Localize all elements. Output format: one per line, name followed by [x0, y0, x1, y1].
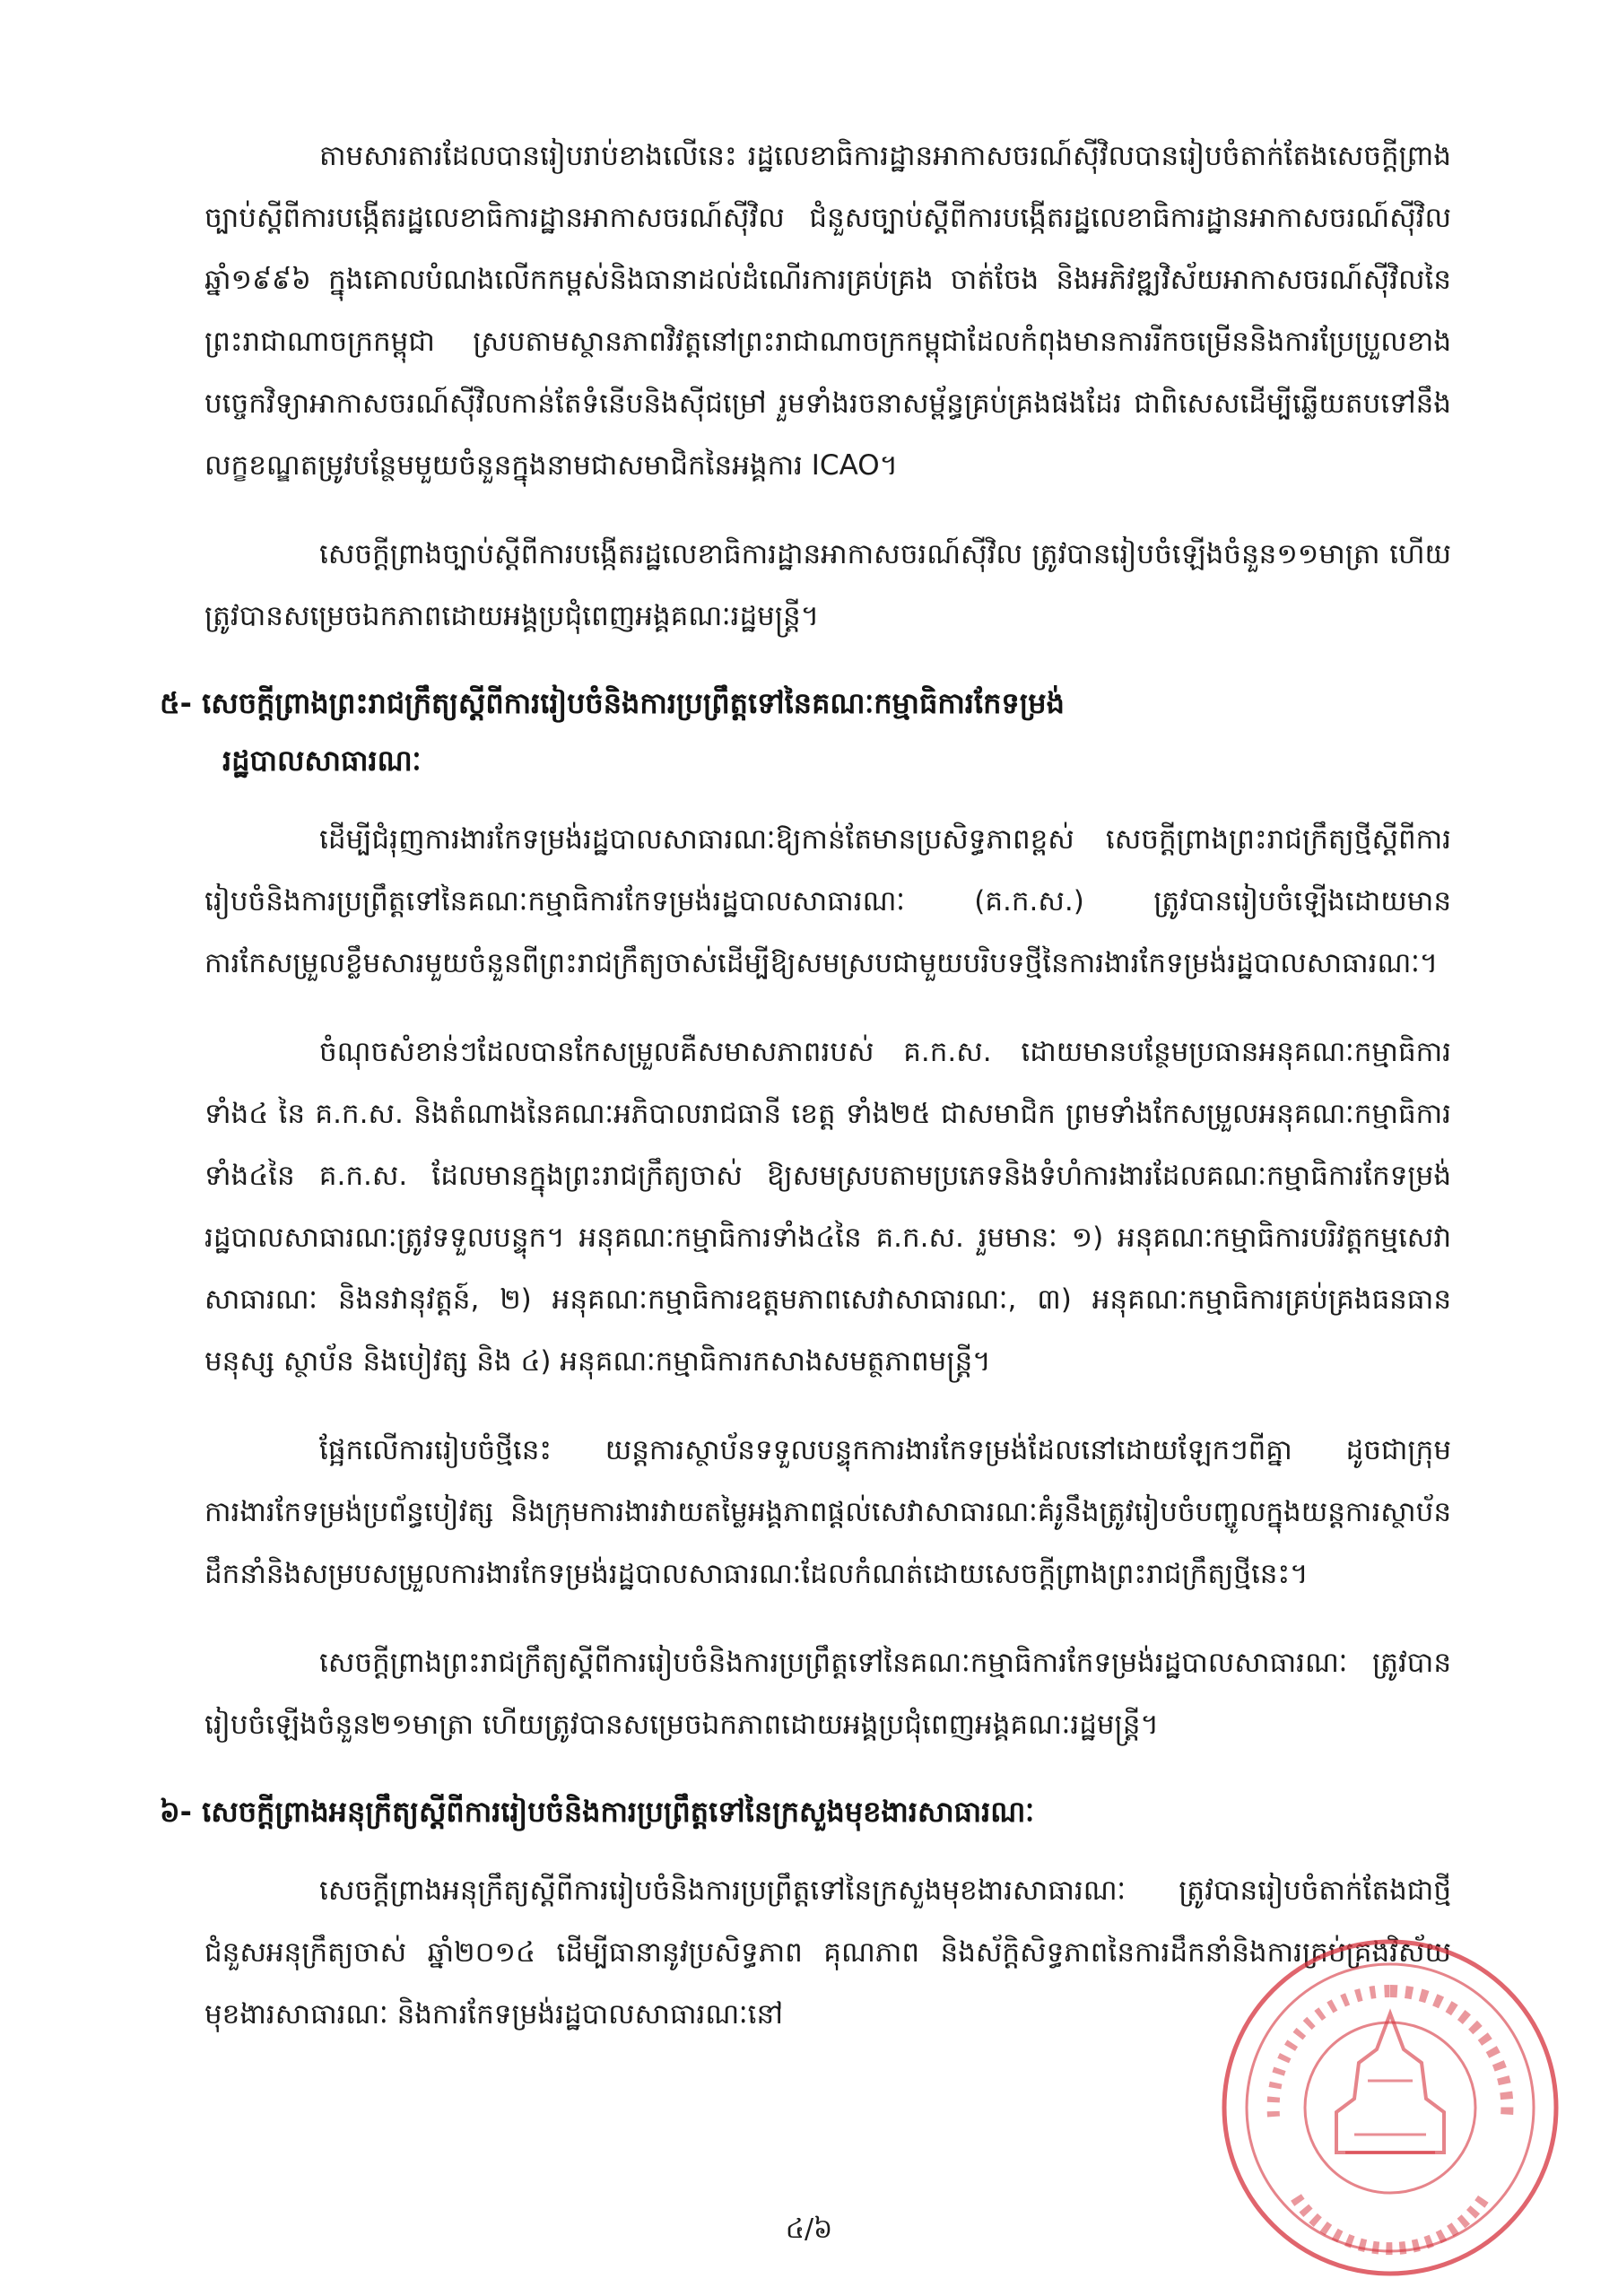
official-seal-stamp — [1211, 1928, 1570, 2287]
document-body — [160, 126, 1451, 2073]
paragraph: សេចក្តីព្រាងច្បាប់ស្តីពីការបង្កើតរដ្ឋលេខាធិការដ្ឋានអាកាសចរណ៍ស៊ីវិល ត្រូវបានរៀបចំឡើងចំនួន១១មាត្រា ហើយត្រូវបានសម្រេចឯកភាពដោយអង្គប្រជុំពេញអង្គគណៈរដ្ឋមន្ត្រី។ — [204, 538, 1451, 632]
section-5-heading-line-1: ៥- សេចក្តីព្រាងព្រះរាជក្រឹត្យស្តីពីការរៀបចំនិងការប្រព្រឹត្តទៅនៃគណៈកម្មាធិការកែទម្រង់ — [160, 686, 1065, 720]
section-6-heading: ៦- សេចក្តីព្រាងអនុក្រឹត្យស្តីពីការរៀបចំនិងការប្រព្រឹត្តទៅនៃក្រសួងមុខងារសាធារណៈ — [160, 1795, 1035, 1829]
page-number: ៤/៦ — [785, 2213, 833, 2245]
paragraph: ដើម្បីជំរុញការងារកែទម្រង់រដ្ឋបាលសាធារណៈឱ្យកាន់តែមានប្រសិទ្ធភាពខ្ពស់ សេចក្តីព្រាងព្រះរាជក្រឹត្យថ្មីស្តីពីការរៀបចំនិងការប្រព្រឹត្តទៅនៃគណៈកម្មាធិការកែទម្រង់រដ្ឋបាលសាធារណៈ (គ.ក.ស.) ត្រូវបានរៀបចំឡើងដោយមានការកែសម្រួលខ្លឹមសារមួយចំនួនពីព្រះរាជក្រឹត្យចាស់ដើម្បីឱ្យសមស្របជាមួយបរិបទថ្មីនៃការងារកែទម្រង់រដ្ឋបាលសាធារណៈ។ — [204, 823, 1451, 979]
paragraph: សេចក្តីព្រាងអនុក្រឹត្យស្តីពីការរៀបចំនិងការប្រព្រឹត្តទៅនៃក្រសួងមុខងារសាធារណៈ ត្រូវបានរៀបចំតាក់តែងជាថ្មី ជំនួសអនុក្រឹត្យចាស់ ឆ្នាំ២០១៤ ដើម្បីធានានូវប្រសិទ្ធភាព គុណភាព និងស័ក្តិសិទ្ធភាពនៃការដឹកនាំនិងការគ្រប់គ្រងវិស័យមុខងារសាធារណៈ និងការកែទម្រង់រដ្ឋបាលសាធារណៈនៅ — [204, 1874, 1451, 2031]
section-5-heading — [160, 674, 1451, 789]
paragraph: តាមសារតារដែលបានរៀបរាប់ខាងលើនេះ រដ្ឋលេខាធិការដ្ឋានអាកាសចរណ៍ស៊ីវិលបានរៀបចំតាក់តែងសេចក្តីព្រាងច្បាប់ស្តីពីការបង្កើតរដ្ឋលេខាធិការដ្ឋានអាកាសចរណ៍ស៊ីវិល ជំនួសច្បាប់ស្តីពីការបង្កើតរដ្ឋលេខាធិការដ្ឋានអាកាសចរណ៍ស៊ីវិល ឆ្នាំ១៩៩៦ ក្នុងគោលបំណងលើកកម្ពស់និងធានាដល់ដំណើរការគ្រប់គ្រង ចាត់ចែង និងអភិវឌ្ឍវិស័យអាកាសចរណ៍ស៊ីវិលនៃព្រះរាជាណាចក្រកម្ពុជា ស្របតាមស្ថានភាពវិវត្តនៅព្រះរាជាណាចក្រកម្ពុជាដែលកំពុងមានការរីកចម្រើននិងការប្រែប្រួលខាងបច្ចេកវិទ្យាអាកាសចរណ៍ស៊ីវិលកាន់តែទំនើបនិងស៊ីជម្រៅ រួមទាំងរចនាសម្ព័ន្ធគ្រប់គ្រងផងដែរ ជាពិសេសដើម្បីឆ្លើយតបទៅនឹងលក្ខខណ្ឌតម្រូវបន្ថែមមួយចំនួនក្នុងនាមជាសមាជិកនៃអង្គការ ICAO។ — [204, 140, 1451, 482]
paragraph: ចំណុចសំខាន់ៗដែលបានកែសម្រួលគឺសមាសភាពរបស់ គ.ក.ស. ដោយមានបន្ថែមប្រធានអនុគណៈកម្មាធិការទាំង៤ នៃ គ.ក.ស. និងតំណាងនៃគណៈអភិបាលរាជធានី ខេត្ត ទាំង២៥ ជាសមាជិក ព្រមទាំងកែសម្រួលអនុគណៈកម្មាធិការទាំង៤នៃ គ.ក.ស. ដែលមានក្នុងព្រះរាជក្រឹត្យចាស់ ឱ្យសមស្របតាមប្រភេទនិងទំហំការងារដែលគណៈកម្មាធិការកែទម្រង់រដ្ឋបាលសាធារណៈត្រូវទទួលបន្ទុក។ អនុគណៈកម្មាធិការទាំង៤នៃ គ.ក.ស. រួមមានៈ ១) អនុគណៈកម្មាធិការបរិវត្តកម្មសេវាសាធារណៈ និងនវានុវត្តន៍, ២) អនុគណៈកម្មាធិការឧត្តមភាពសេវាសាធារណៈ, ៣) អនុគណៈកម្មាធិការគ្រប់គ្រងធនធានមនុស្ស ស្ថាប័ន និងបៀវត្ស និង ៤) អនុគណៈកម្មាធិការកសាងសមត្ថភាពមន្ត្រី។ — [204, 1036, 1451, 1378]
section-5-heading-line-2: រដ្ឋបាលសាធារណៈ — [222, 744, 422, 778]
paragraph: សេចក្តីព្រាងព្រះរាជក្រឹត្យស្តីពីការរៀបចំនិងការប្រព្រឹត្តទៅនៃគណៈកម្មាធិការកែទម្រង់រដ្ឋបាលសាធារណៈ ត្រូវបានរៀបចំឡើងចំនួន២១មាត្រា ហើយត្រូវបានសម្រេចឯកភាពដោយអង្គប្រជុំពេញអង្គគណៈរដ្ឋមន្ត្រី។ — [204, 1647, 1451, 1741]
paragraph: ផ្អែកលើការរៀបចំថ្មីនេះ យន្តការស្ថាប័នទទួលបន្ទុកការងារកែទម្រង់ដែលនៅដោយឡែកៗពីគ្នា ដូចជាក្រុមការងារកែទម្រង់ប្រព័ន្ធបៀវត្ស និងក្រុមការងារវាយតម្លៃអង្គភាពផ្តល់សេវាសាធារណៈគំរូនឹងត្រូវរៀបចំបញ្ចូលក្នុងយន្តការស្ថាប័នដឹកនាំនិងសម្របសម្រួលការងារកែទម្រង់រដ្ឋបាលសាធារណៈដែលកំណត់ដោយសេចក្តីព្រាងព្រះរាជក្រឹត្យថ្មីនេះ។ — [204, 1434, 1451, 1590]
